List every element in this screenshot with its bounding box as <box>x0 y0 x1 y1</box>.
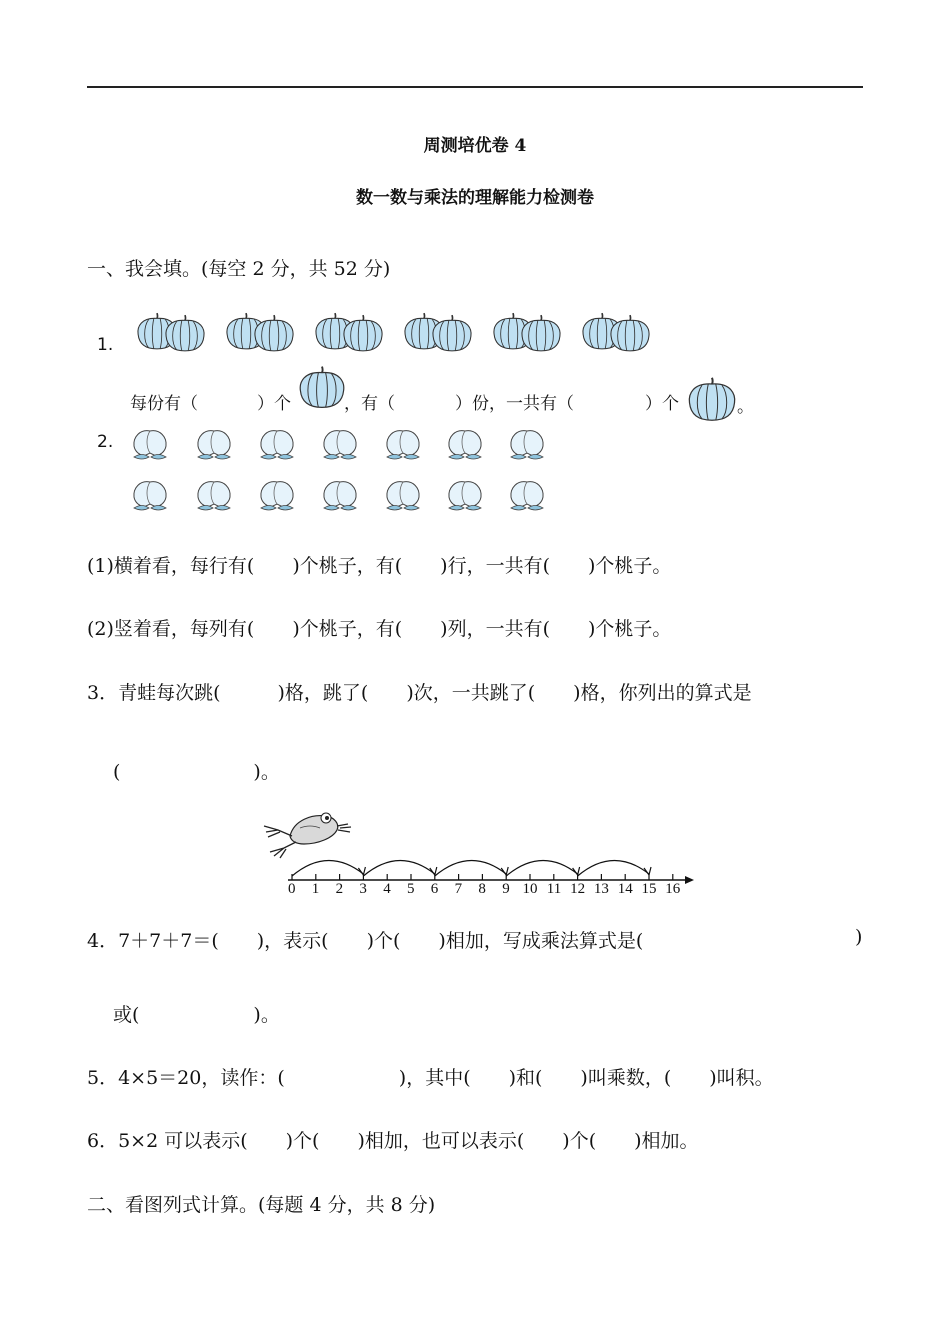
tick-label: 1 <box>311 881 320 897</box>
tick-label: 6 <box>430 881 439 897</box>
tick-label: 7 <box>454 881 463 897</box>
peach-icon <box>383 426 423 464</box>
peach-icon <box>320 477 360 515</box>
section1-heading: 一、我会填。(每空 2 分，共 52 分) <box>87 258 391 280</box>
q6-line: 6．5×2 可以表示( )个( )相加，也可以表示( )个( )相加。 <box>87 1130 699 1152</box>
q2-line-1: (1)横着看，每行有( )个桃子，有( )行，一共有( )个桃子。 <box>87 555 672 577</box>
tick-label: 3 <box>359 881 367 897</box>
jump-arc <box>506 860 577 876</box>
tick-label: 14 <box>617 881 633 897</box>
peach-icon <box>320 426 360 464</box>
page-title: 周测培优卷 4 <box>423 136 527 156</box>
peach-icon <box>445 426 485 464</box>
tick-label: 15 <box>641 881 657 897</box>
tick-label: 0 <box>288 881 296 897</box>
peach-icon <box>257 426 297 464</box>
peach-icon <box>130 477 170 515</box>
peach-icon <box>194 426 234 464</box>
q1-text-6: 。 <box>737 397 754 417</box>
pumpkin-pair-icon <box>492 312 564 352</box>
jump-arc <box>435 860 506 876</box>
pumpkin-pair-icon <box>314 312 386 352</box>
tick-label: 2 <box>335 881 344 897</box>
q1-text-5: ）个 <box>645 394 679 414</box>
tick-label: 8 <box>478 881 486 897</box>
tick-label: 5 <box>407 881 415 897</box>
peach-icon <box>194 477 234 515</box>
pumpkin-icon <box>687 376 737 422</box>
tick-label: 16 <box>665 881 681 897</box>
jump-arc <box>292 860 363 876</box>
q3-line-2: ( )。 <box>113 761 280 783</box>
peach-icon <box>507 477 547 515</box>
peach-icon <box>445 477 485 515</box>
tick-label: 11 <box>546 881 562 897</box>
page-subtitle: 数一数与乘法的理解能力检测卷 <box>356 188 594 208</box>
pumpkin-pair-icon <box>403 312 475 352</box>
q1-text-1: 每份有（ <box>130 394 198 414</box>
number-line-arrowhead <box>685 876 694 884</box>
tick-label: 9 <box>502 881 510 897</box>
peach-icon <box>130 426 170 464</box>
pumpkin-pair-icon <box>136 312 208 352</box>
tick-label: 4 <box>383 881 391 897</box>
jump-arc <box>363 860 434 876</box>
number-line <box>280 846 700 886</box>
q3-line-1: 3．青蛙每次跳( )格，跳了( )次，一共跳了( )格，你列出的算式是 <box>87 682 752 704</box>
tick-label: 12 <box>570 881 586 897</box>
q1-text-4: ）份，一共有（ <box>455 394 574 414</box>
q4-line-1a: 4．7＋7＋7＝( )，表示( )个( )相加，写成乘法算式是( <box>87 930 644 952</box>
q2-number: 2. <box>97 432 114 452</box>
jump-arc <box>578 860 649 876</box>
q5-line: 5．4×5＝20，读作：( )，其中( )和( )叫乘数，( )叫积。 <box>87 1067 774 1089</box>
peach-icon <box>383 477 423 515</box>
tick-label: 10 <box>522 881 538 897</box>
q1-number: 1. <box>97 335 114 355</box>
pumpkin-icon <box>298 364 346 410</box>
section2-heading: 二、看图列式计算。(每题 4 分，共 8 分) <box>87 1194 436 1216</box>
tick-label: 13 <box>593 881 609 897</box>
pumpkin-pair-icon <box>225 312 297 352</box>
q1-text-2: ）个 <box>257 394 291 414</box>
q4-line-2: 或( )。 <box>113 1004 280 1026</box>
q2-line-2: (2)竖着看，每列有( )个桃子，有( )列，一共有( )个桃子。 <box>87 618 672 640</box>
q1-text-3: ，有（ <box>344 394 395 414</box>
peach-icon <box>507 426 547 464</box>
q4-line-1b: ) <box>855 926 863 948</box>
top-rule <box>87 86 863 88</box>
peach-icon <box>257 477 297 515</box>
pumpkin-pair-icon <box>581 312 653 352</box>
